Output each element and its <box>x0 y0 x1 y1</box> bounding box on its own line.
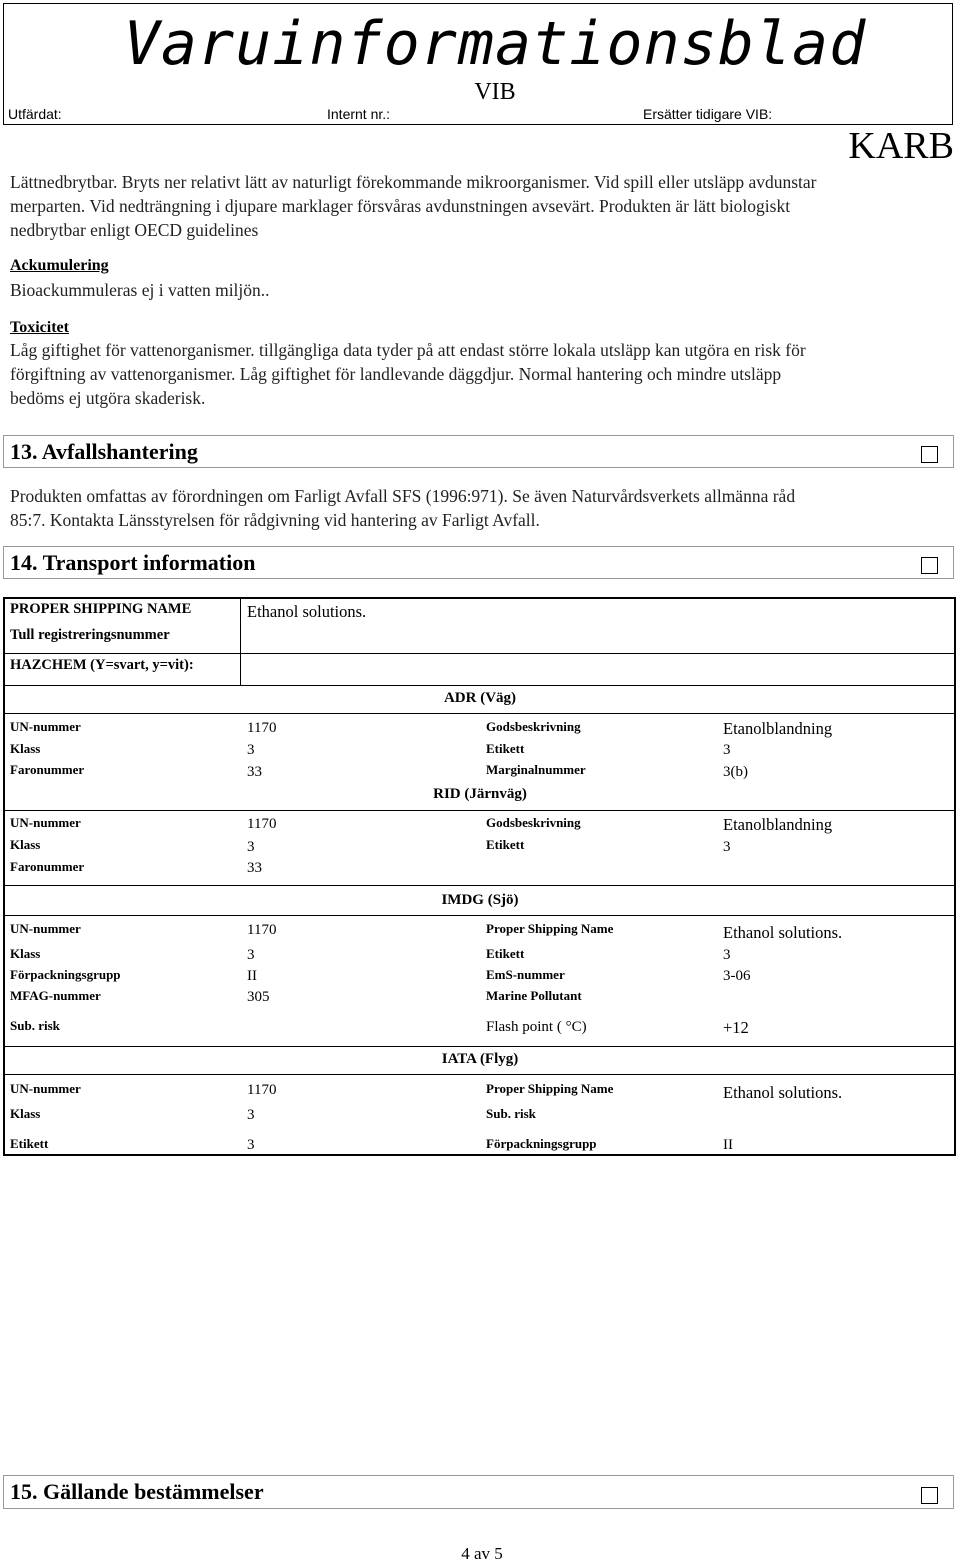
section-14-title: 14. Transport information <box>10 550 256 575</box>
psn-label: PROPER SHIPPING NAME <box>10 601 192 617</box>
imdg-packing-label: Förpackningsgrupp <box>10 967 121 982</box>
iata-psn-label: Proper Shipping Name <box>486 1081 614 1096</box>
adr-goods-label: Godsbeskrivning <box>486 719 581 734</box>
iata-psn-value: Ethanol solutions. <box>723 1083 843 1102</box>
table-hline <box>4 685 954 686</box>
imdg-label-value: 3 <box>723 947 731 963</box>
imdg-heading: IMDG (Sjö) <box>441 892 519 908</box>
internal-number-label: Internt nr.: <box>327 106 391 122</box>
hazchem-label: HAZCHEM (Y=svart, y=vit): <box>10 657 194 673</box>
imdg-class-label: Klass <box>10 946 41 961</box>
imdg-marine-label: Marine Pollutant <box>486 988 582 1003</box>
section-14-checkbox[interactable] <box>921 557 938 574</box>
brand-name: KARB <box>848 125 954 167</box>
adr-class-value: 3 <box>247 742 255 758</box>
rid-label-label: Etikett <box>486 837 525 852</box>
imdg-un-label: UN-nummer <box>10 921 81 936</box>
rid-class-label: Klass <box>10 837 41 852</box>
imdg-mfag-value: 305 <box>247 989 270 1005</box>
page-number: 4 av 5 <box>461 1544 503 1563</box>
iata-un-value: 1170 <box>247 1082 277 1098</box>
rid-un-value: 1170 <box>247 816 277 832</box>
table-hline <box>4 1046 954 1047</box>
iata-label-value: 3 <box>247 1137 255 1153</box>
imdg-psn-value: Ethanol solutions. <box>723 923 843 942</box>
section-15-checkbox[interactable] <box>921 1487 938 1504</box>
accumulation-text: Bioackummuleras ej i vatten miljön.. <box>10 280 270 300</box>
table-hline <box>4 713 954 714</box>
toxicity-line-1: Låg giftighet för vattenorganismer. tillgängliga data tyder på att endast större lokala utsläpp kan utgöra en risk för <box>10 340 806 360</box>
waste-line-2: 85:7. Kontakta Länsstyrelsen för rådgivning vid hantering av Farligt Avfall. <box>10 510 540 530</box>
adr-un-value: 1170 <box>247 720 277 736</box>
iata-heading: IATA (Flyg) <box>441 1051 519 1067</box>
section-15-title: 15. Gällande bestämmelser <box>10 1479 264 1504</box>
degradation-line-3: nedbrytbar enligt OECD guidelines <box>10 220 259 240</box>
imdg-class-value: 3 <box>247 947 255 963</box>
iata-packing-label: Förpackningsgrupp <box>486 1136 597 1151</box>
toxicity-heading: Toxicitet <box>10 319 69 336</box>
table-hline <box>4 915 954 916</box>
table-hline <box>4 885 954 886</box>
doc-title: Varuinformationsblad <box>123 9 867 79</box>
rid-class-value: 3 <box>247 839 255 855</box>
imdg-packing-value: II <box>247 968 257 984</box>
imdg-flash-label: Flash point ( °C) <box>486 1019 587 1035</box>
adr-label-label: Etikett <box>486 741 525 756</box>
customs-label: Tull registreringsnummer <box>10 627 170 643</box>
imdg-flash-value: +12 <box>723 1018 749 1037</box>
table-vline <box>240 598 241 686</box>
imdg-psn-label: Proper Shipping Name <box>486 921 614 936</box>
imdg-un-value: 1170 <box>247 922 277 938</box>
section-13-checkbox[interactable] <box>921 446 938 463</box>
iata-subrisk-label: Sub. risk <box>486 1106 536 1121</box>
toxicity-line-2: förgiftning av vattenorganismer. Låg giftighet för landlevande däggdjur. Normal hantering och mindre utsläpp <box>10 364 782 384</box>
adr-marginal-value: 3(b) <box>723 764 748 780</box>
degradation-line-2: merparten. Vid nedträngning i djupare marklager försvåras avdunstningen avsevärt. Produkten är lätt biologiskt <box>10 196 791 216</box>
section-13-title: 13. Avfallshantering <box>10 439 198 464</box>
iata-class-value: 3 <box>247 1107 255 1123</box>
issued-label: Utfärdat: <box>8 106 62 122</box>
rid-heading: RID (Järnväg) <box>433 786 527 802</box>
imdg-label-label: Etikett <box>486 946 525 961</box>
rid-label-value: 3 <box>723 839 731 855</box>
imdg-ems-value: 3-06 <box>723 968 751 984</box>
waste-line-1: Produkten omfattas av förordningen om Farligt Avfall SFS (1996:971). Se även Naturvårdsverkets allmänna råd <box>10 486 796 506</box>
transport-table <box>3 597 956 1156</box>
rid-goods-value: Etanolblandning <box>723 815 833 834</box>
rid-un-label: UN-nummer <box>10 815 81 830</box>
adr-label-value: 3 <box>723 742 731 758</box>
iata-packing-value: II <box>723 1137 733 1153</box>
iata-class-label: Klass <box>10 1106 41 1121</box>
imdg-mfag-label: MFAG-nummer <box>10 988 101 1003</box>
rid-hazard-label: Faronummer <box>10 859 85 874</box>
adr-heading: ADR (Väg) <box>443 690 517 706</box>
adr-un-label: UN-nummer <box>10 719 81 734</box>
adr-marginal-label: Marginalnummer <box>486 762 586 777</box>
iata-label-label: Etikett <box>10 1136 49 1151</box>
accumulation-heading: Ackumulering <box>10 257 109 274</box>
iata-un-label: UN-nummer <box>10 1081 81 1096</box>
adr-hazard-label: Faronummer <box>10 762 85 777</box>
adr-hazard-value: 33 <box>247 764 262 780</box>
rid-goods-label: Godsbeskrivning <box>486 815 581 830</box>
adr-class-label: Klass <box>10 741 41 756</box>
doc-subtitle: VIB <box>474 79 516 105</box>
rid-hazard-value: 33 <box>247 860 262 876</box>
degradation-line-1: Lättnedbrytbar. Bryts ner relativt lätt av naturligt förekommande mikroorganismer. Vid spill eller utsläpp avdunstar <box>10 172 817 192</box>
table-hline <box>4 1074 954 1075</box>
imdg-subrisk-label: Sub. risk <box>10 1018 60 1033</box>
table-hline <box>4 810 954 811</box>
adr-goods-value: Etanolblandning <box>723 719 833 738</box>
psn-value: Ethanol solutions. <box>247 602 367 621</box>
toxicity-line-3: bedöms ej utgöra skaderisk. <box>10 388 206 408</box>
table-hline <box>4 653 954 654</box>
replaces-label: Ersätter tidigare VIB: <box>643 106 773 122</box>
imdg-ems-label: EmS-nummer <box>486 967 565 982</box>
